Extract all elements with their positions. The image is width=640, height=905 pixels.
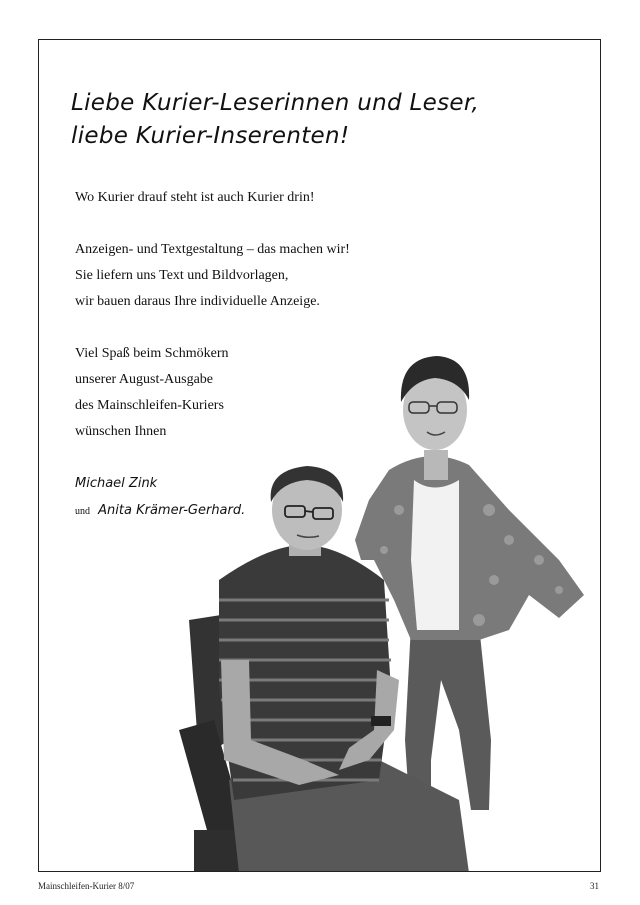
photo-two-people — [39, 40, 601, 872]
signature-anita — [75, 503, 245, 518]
signature-michael — [75, 476, 157, 491]
signature-name-2: Anita Krämer-Gerhard. — [98, 503, 246, 518]
wish-line-1: Viel Spaß beim Schmökern — [75, 346, 229, 361]
footer-page-number: 31 — [590, 881, 599, 891]
woman-figure — [355, 356, 584, 830]
greeting-heading — [71, 87, 479, 153]
signature-connector: und — [75, 506, 90, 517]
offer-line-2: Sie liefern uns Text und Bildvorlagen, — [75, 268, 289, 283]
offer-line-1: Anzeigen- und Textgestaltung – das machen wir! — [75, 242, 350, 257]
wish-line-3: des Mainschleifen-Kuriers — [75, 398, 224, 413]
wish-line-2: unserer August-Ausgabe — [75, 372, 214, 387]
signature-name-1: Michael Zink — [75, 476, 158, 491]
footer-publication: Mainschleifen-Kurier 8/07 — [38, 881, 135, 891]
wish-line-4: wünschen Ihnen — [75, 424, 167, 439]
offer-line-3: wir bauen daraus Ihre individuelle Anzeige. — [75, 294, 320, 309]
page-frame — [38, 39, 601, 872]
slogan-text: Wo Kurier drauf steht ist auch Kurier drin! — [75, 190, 315, 205]
greeting-line-1: Liebe Kurier-Leserinnen und Leser, — [71, 90, 480, 116]
greeting-line-2: liebe Kurier-Inserenten! — [71, 123, 350, 149]
